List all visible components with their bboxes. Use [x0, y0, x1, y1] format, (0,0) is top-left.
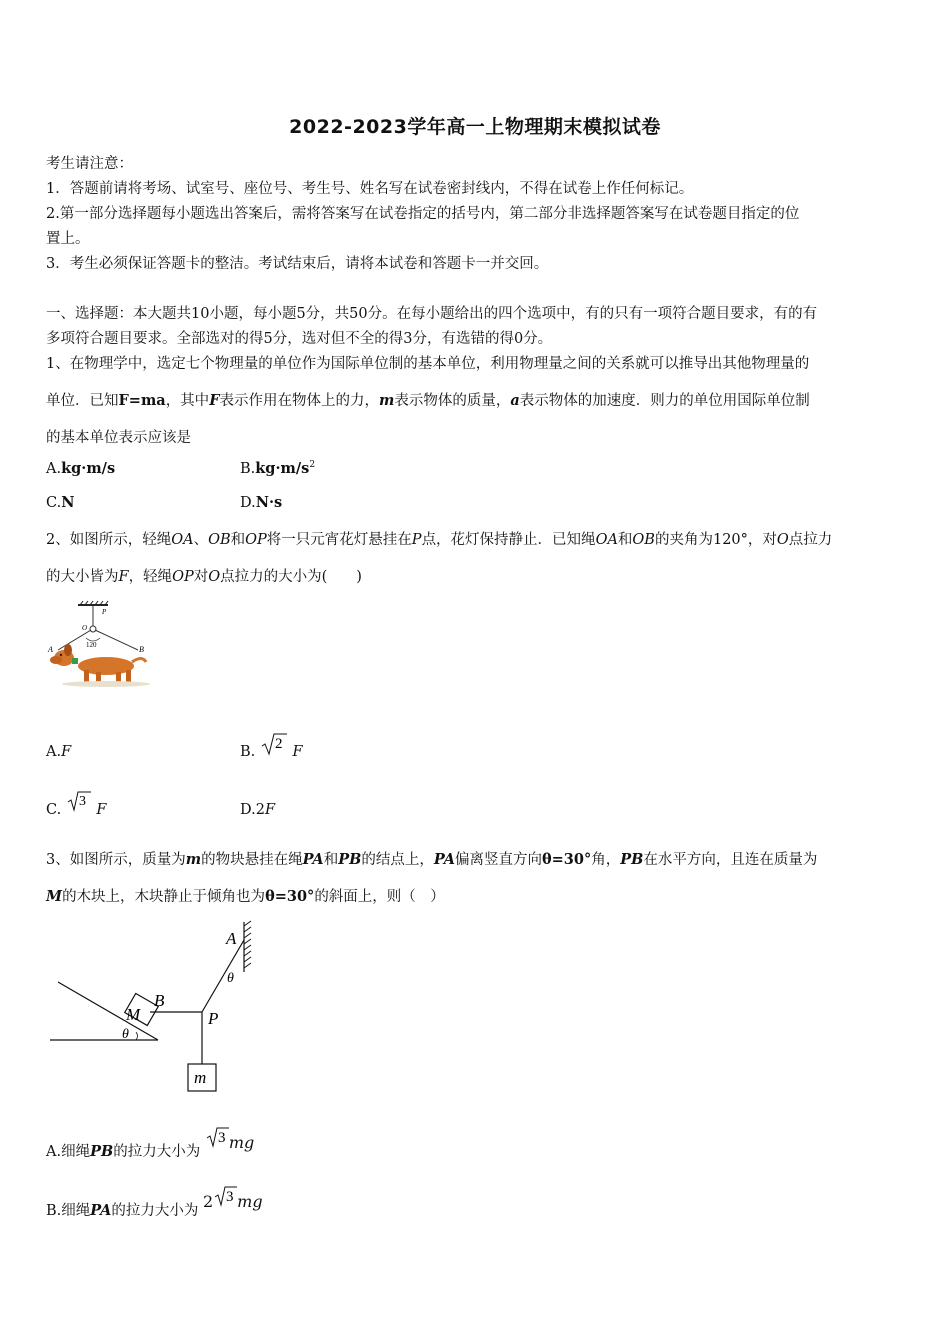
label-theta-incline: θ — [122, 1027, 129, 1042]
label-m-big: M — [126, 1005, 141, 1024]
section-intro: 一、选择题：本大题共10小题，每小题5分，共50分。在每小题给出的四个选项中，有的只有一项符合题目要求，有的有 — [46, 306, 818, 322]
q2-option-b: B. 2 F — [240, 732, 303, 764]
label-a: A — [226, 929, 237, 948]
q2-option-c: C. 3 F — [46, 790, 106, 822]
sqrt-symbol — [260, 732, 288, 756]
svg-text:3: 3 — [217, 1130, 226, 1146]
question-1-text: 的基本单位表示应该是 — [46, 430, 191, 446]
knot-o — [90, 626, 96, 632]
label-p: P — [102, 608, 107, 616]
label-b: B — [154, 991, 165, 1010]
label-theta-wall: θ — [227, 971, 234, 986]
notice-item: 置上。 — [46, 231, 90, 247]
rope-ob — [95, 630, 138, 650]
svg-text:3: 3 — [226, 1189, 234, 1205]
notice-heading: 考生请注意： — [46, 156, 133, 172]
label-m-small: m — [194, 1068, 207, 1087]
notice-item: 1．答题前请将考场、试室号、座位号、考生号、姓名写在试卷密封线内，不得在试卷上作任何标记。 — [46, 181, 694, 197]
question-2-text: 的大小皆为F，轻绳OP对O点拉力的大小为( ) — [46, 569, 362, 585]
sqrt-symbol — [205, 1126, 229, 1150]
dog-lantern-icon — [50, 644, 150, 687]
lantern-figure — [44, 600, 154, 690]
question-3-text: M的木块上，木块静止于倾角也为θ=30°的斜面上，则（ ） — [46, 888, 445, 905]
label-angle: 120 — [86, 641, 97, 649]
sqrt-symbol — [66, 790, 92, 814]
q1-option-c: C.N — [46, 494, 75, 511]
question-1-text: 1、在物理学中，选定七个物理量的单位作为国际单位制的基本单位，利用物理量之间的关系就可以推导出其他物理量的 — [46, 356, 810, 372]
svg-text:3: 3 — [78, 794, 86, 809]
incline-figure — [46, 920, 266, 1095]
svg-text:2: 2 — [274, 736, 283, 752]
question-2-text: 2、如图所示，轻绳OA、OB和OP将一只元宵花灯悬挂在P点，花灯保持静止．已知绳OA和OB的夹角为120°，对O点拉力 — [46, 532, 833, 548]
q2-option-d: D.2F — [240, 802, 276, 818]
q3-option-b: B.细绳PA的拉力大小为 2 3 mg — [46, 1185, 263, 1217]
q1-option-b: $B.kg\cdot m/s^2$ — [240, 460, 316, 477]
notice-item: 3．考生必须保证答题卡的整洁。考试结束后，请将本试卷和答题卡一并交回。 — [46, 256, 549, 272]
section-intro: 多项符合题目要求。全部选对的得5分，选对但不全的得3分，有选错的得0分。 — [46, 331, 553, 347]
q3-option-a: A.细绳PB的拉力大小为 3 mg — [46, 1126, 254, 1158]
angle-arc-incline — [136, 1032, 138, 1040]
page-title: 2022-2023学年高一上物理期末模拟试卷 — [289, 116, 661, 138]
label-p: P — [208, 1009, 219, 1028]
rope-pa — [202, 940, 244, 1012]
wall-hatch — [244, 921, 251, 968]
question-1-text: 单位．已知F=ma，其中F表示作用在物体上的力，m表示物体的质量，a表示物体的加速度．则力的单位用国际单位制 — [46, 392, 810, 409]
q1-option-a: A.kg·m/s — [46, 460, 116, 477]
notice-item: 2.第一部分选择题每小题选出答案后，需将答案写在试卷指定的括号内，第二部分非选择题答案写在试卷题目指定的位 — [46, 206, 800, 222]
q1-option-d: D.N·s — [240, 494, 283, 511]
question-3-text: 3、如图所示，质量为m的物块悬挂在绳PA和PB的结点上，PA偏离竖直方向θ=30°角，PB在水平方向，且连在质量为 — [46, 851, 818, 868]
label-a: A — [48, 645, 53, 654]
q2-option-a: A.F — [46, 744, 72, 760]
label-b: B — [139, 645, 144, 654]
label-o: O — [82, 624, 88, 632]
sqrt-symbol — [213, 1185, 237, 1209]
